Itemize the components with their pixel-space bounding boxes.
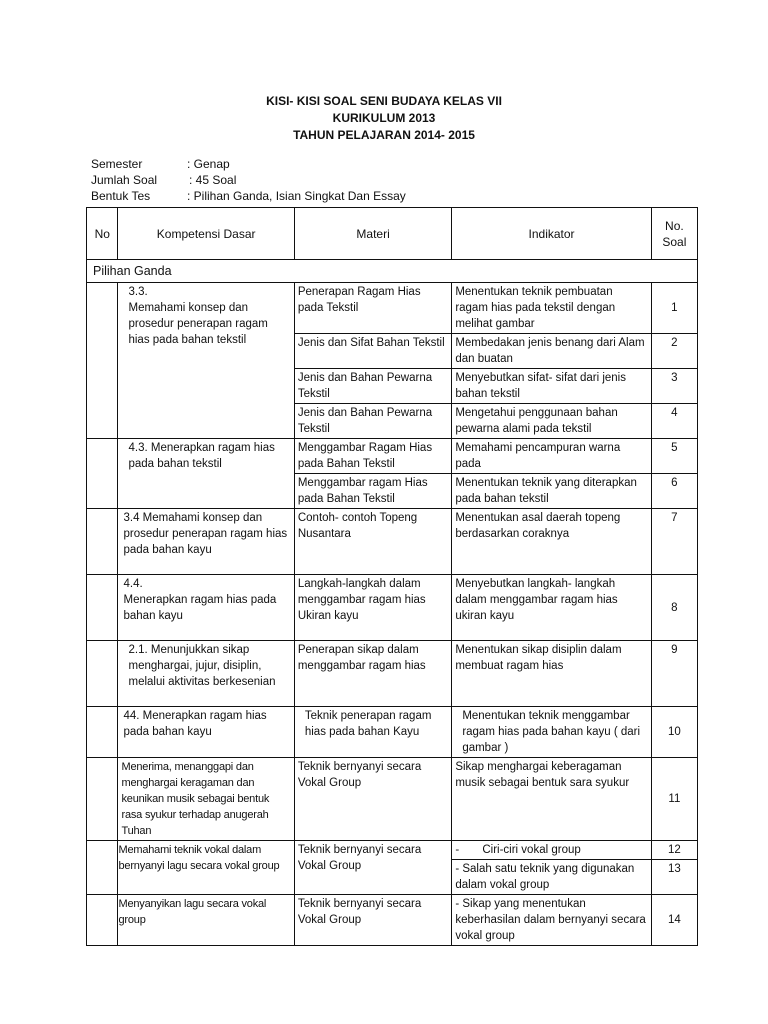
cell-materi: Penerapan Ragam Hias pada Tekstil	[294, 283, 451, 334]
doc-subtitle-curriculum: KURIKULUM 2013	[332, 111, 436, 125]
cell-indikator: Menentukan teknik menggambar ragam hias pada bahan kayu ( dari gambar )	[452, 707, 651, 758]
table-row	[87, 283, 698, 334]
cell-materi: Teknik penerapan ragam hias pada bahan Kayu	[294, 707, 451, 758]
cell-soal: 4	[651, 404, 697, 439]
cell-indikator: Memahami pencampuran warna pada	[452, 439, 651, 474]
cell-materi: Teknik bernyanyi secara Vokal Group	[294, 841, 451, 895]
cell-materi: Menggambar Ragam Hias pada Bahan Tekstil	[294, 439, 451, 474]
header-no-soal: No. Soal	[651, 208, 697, 260]
cell-kompetensi: 4.4. Menerapkan ragam hias pada bahan kayu	[118, 575, 294, 641]
cell-soal: 11	[651, 758, 697, 841]
table-row	[87, 895, 698, 946]
cell-materi: Menggambar ragam Hias pada Bahan Tekstil	[294, 474, 451, 509]
cell-no	[87, 283, 118, 439]
cell-soal: 12	[651, 841, 697, 860]
cell-indikator: Menentukan sikap disiplin dalam membuat ragam hias	[452, 641, 651, 707]
cell-indikator: Menentukan teknik yang diterapkan pada bahan tekstil	[452, 474, 651, 509]
header-indikator: Indikator	[452, 208, 651, 260]
cell-indikator: Sikap menghargai keberagaman musik sebagai bentuk sara syukur	[452, 758, 651, 841]
cell-indikator	[452, 860, 651, 895]
indikator-text: Salah satu teknik yang digunakan dalam vokal group	[455, 863, 635, 891]
cell-no	[87, 895, 118, 946]
cell-soal: 10	[651, 707, 697, 758]
meta-jumlah-value: : 45 Soal	[189, 173, 237, 187]
indikator-text: Ciri-ciri vokal group	[482, 844, 581, 856]
header-kompetensi-dasar: Kompetensi Dasar	[118, 208, 294, 260]
table-row	[87, 707, 698, 758]
table-row	[87, 439, 698, 474]
cell-materi: Teknik bernyanyi secara Vokal Group	[294, 895, 451, 946]
cell-kompetensi: Menerima, menanggapi dan menghargai keragaman dan keunikan musik sebagai bentuk rasa syukur terhadap anugerah Tuhan	[118, 758, 294, 841]
cell-soal: 8	[651, 575, 697, 641]
header-materi: Materi	[294, 208, 451, 260]
cell-soal: 9	[651, 641, 697, 707]
table-row	[87, 641, 698, 707]
table-row	[87, 841, 698, 860]
cell-kompetensi: 3.3. Memahami konsep dan prosedur penerapan ragam hias pada bahan tekstil	[118, 283, 294, 439]
cell-kompetensi: 4.3. Menerapkan ragam hias pada bahan tekstil	[118, 439, 294, 509]
cell-materi: Contoh- contoh Topeng Nusantara	[294, 509, 451, 575]
kisi-kisi-table	[86, 207, 698, 946]
cell-kompetensi: 2.1. Menunjukkan sikap menghargai, jujur, disiplin, melalui aktivitas berkesenian	[118, 641, 294, 707]
doc-subtitle-year: TAHUN PELAJARAN 2014- 2015	[293, 128, 475, 142]
cell-indikator: Membedakan jenis benang dari Alam dan buatan	[452, 334, 651, 369]
meta-semester-value: : Genap	[187, 157, 230, 171]
meta-semester-label: Semester	[91, 157, 143, 171]
cell-indikator	[452, 841, 651, 860]
cell-soal: 3	[651, 369, 697, 404]
cell-kompetensi: 44. Menerapkan ragam hias pada bahan kayu	[118, 707, 294, 758]
meta-bentuk-tes	[91, 188, 406, 204]
cell-soal: 13	[651, 860, 697, 895]
table-header-row	[87, 208, 698, 260]
table-row	[87, 758, 698, 841]
cell-soal: 1	[651, 283, 697, 334]
cell-indikator	[452, 895, 651, 946]
cell-no	[87, 575, 118, 641]
cell-no	[87, 641, 118, 707]
cell-no	[87, 439, 118, 509]
cell-kompetensi: 3.4 Memahami konsep dan prosedur penerapan ragam hias pada bahan kayu	[118, 509, 294, 575]
cell-soal: 14	[651, 895, 697, 946]
meta-jumlah-label: Jumlah Soal	[91, 173, 158, 187]
cell-kompetensi: Menyanyikan lagu secara vokal group	[118, 895, 294, 946]
meta-bentuk-value: : Pilihan Ganda, Isian Singkat Dan Essay	[187, 189, 406, 203]
cell-soal: 5	[651, 439, 697, 474]
cell-kompetensi: Memahami teknik vokal dalam bernyanyi lagu secara vokal group	[118, 841, 294, 895]
meta-bentuk-label: Bentuk Tes	[91, 189, 151, 203]
cell-no	[87, 841, 118, 895]
section-row	[87, 260, 698, 283]
cell-materi: Langkah-langkah dalam menggambar ragam hias Ukiran kayu	[294, 575, 451, 641]
cell-soal: 2	[651, 334, 697, 369]
table-row	[87, 509, 698, 575]
cell-materi: Jenis dan Bahan Pewarna Tekstil	[294, 369, 451, 404]
header-no: No	[87, 208, 118, 260]
table-row	[87, 575, 698, 641]
cell-no	[87, 758, 118, 841]
cell-indikator: Menyebutkan sifat- sifat dari jenis bahan tekstil	[452, 369, 651, 404]
indikator-text: Sikap yang menentukan keberhasilan dalam bernyanyi secara vokal group	[455, 898, 646, 942]
cell-no	[87, 707, 118, 758]
cell-indikator: Mengetahui penggunaan bahan pewarna alami pada tekstil	[452, 404, 651, 439]
cell-indikator: Menentukan asal daerah topeng berdasarkan coraknya	[452, 509, 651, 575]
meta-semester	[91, 156, 230, 172]
cell-indikator: Menyebutkan langkah- langkah dalam menggambar ragam hias ukiran kayu	[452, 575, 651, 641]
section-pilihan-ganda: Pilihan Ganda	[87, 260, 698, 283]
meta-jumlah-soal	[91, 172, 236, 188]
cell-soal: 7	[651, 509, 697, 575]
cell-materi: Penerapan sikap dalam menggambar ragam hias	[294, 641, 451, 707]
cell-no	[87, 509, 118, 575]
cell-materi: Teknik bernyanyi secara Vokal Group	[294, 758, 451, 841]
cell-indikator: Menentukan teknik pembuatan ragam hias pada tekstil dengan melihat gambar	[452, 283, 651, 334]
doc-title: KISI- KISI SOAL SENI BUDAYA KELAS VII	[266, 94, 502, 108]
cell-materi: Jenis dan Sifat Bahan Tekstil	[294, 334, 451, 369]
cell-materi: Jenis dan Bahan Pewarna Tekstil	[294, 404, 451, 439]
cell-soal: 6	[651, 474, 697, 509]
